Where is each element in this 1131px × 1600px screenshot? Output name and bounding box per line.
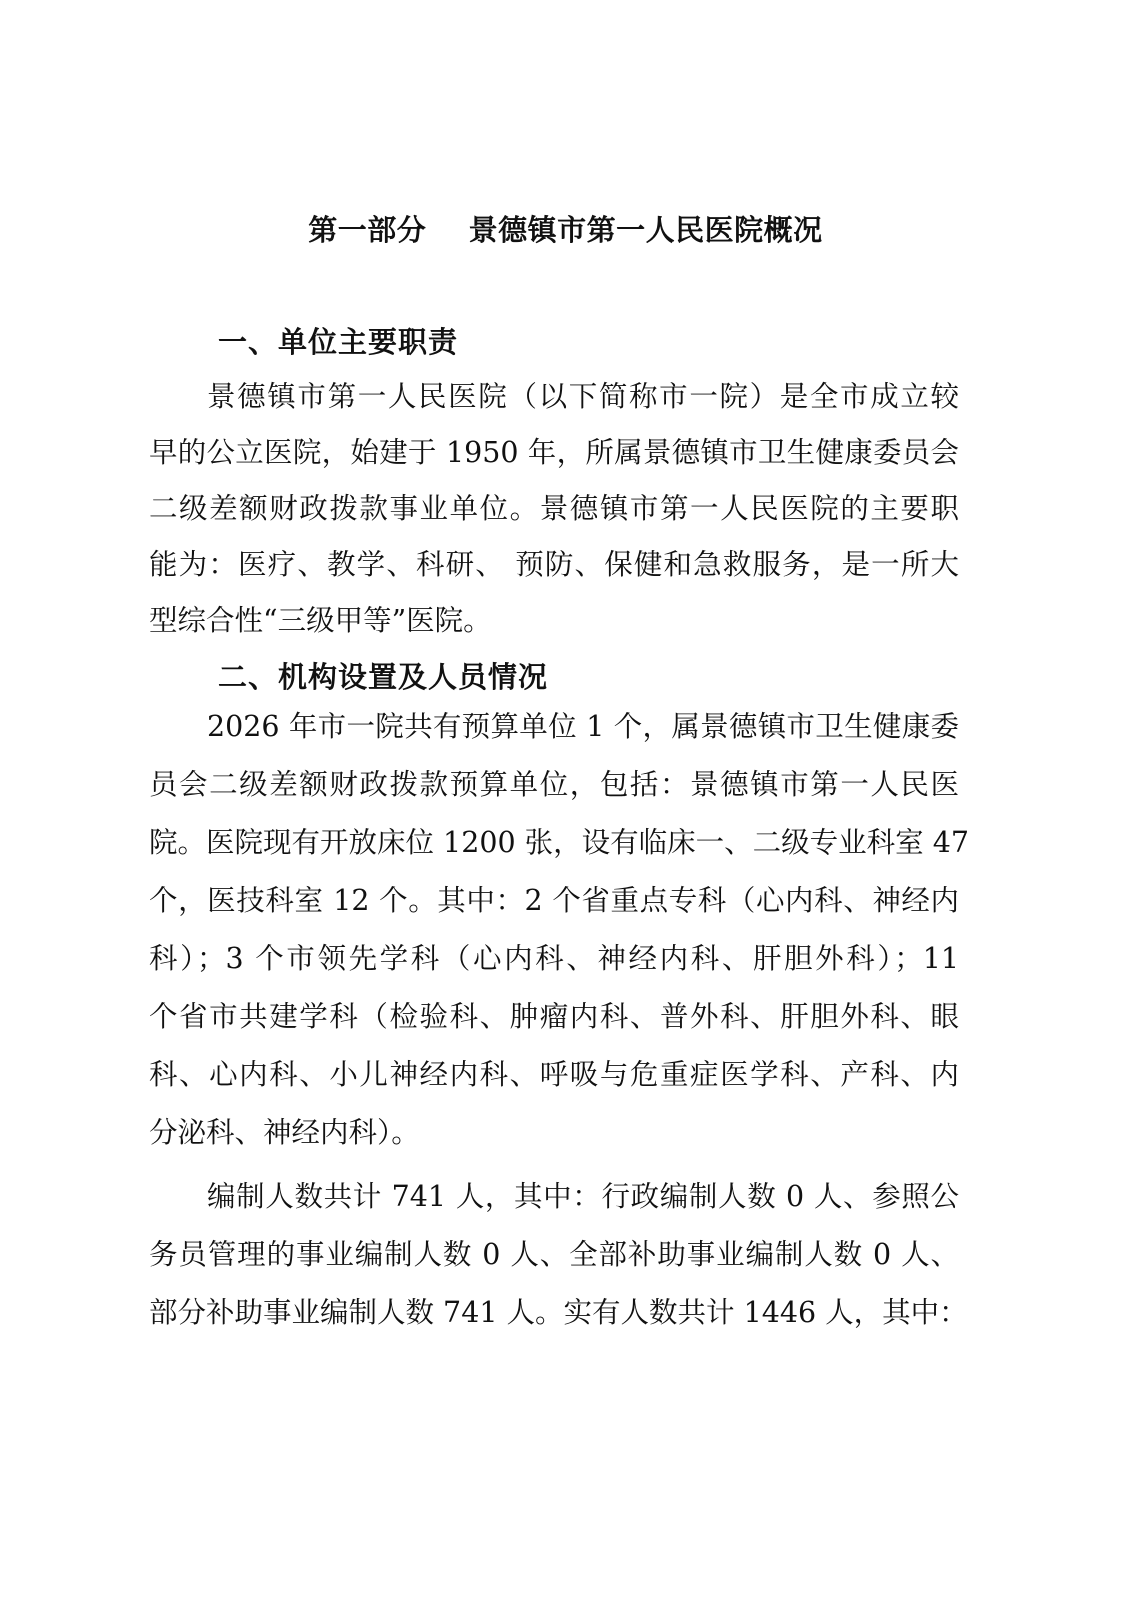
section-heading-organization: 二、机构设置及人员情况: [218, 660, 549, 694]
paragraph-line: 科）；3 个市领先学科（心内科、神经内科、肝胆外科）；11: [149, 942, 959, 975]
paragraph-line: 景德镇市第一人民医院（以下简称市一院）是全市成立较: [207, 380, 959, 413]
paragraph-line: 部分补助事业编制人数 741 人。实有人数共计 1446 人，其中：: [149, 1296, 968, 1329]
paragraph-line: 员会二级差额财政拨款预算单位，包括：景德镇市第一人民医: [149, 768, 959, 801]
paragraph-line: 能为：医疗、教学、科研、 预防、保健和急救服务，是一所大: [149, 548, 959, 581]
section-heading-duties: 一、单位主要职责: [218, 325, 459, 359]
paragraph-line: 科、心内科、小儿神经内科、呼吸与危重症医学科、产科、内: [149, 1058, 959, 1091]
paragraph-line: 个省市共建学科（检验科、肿瘤内科、普外科、肝胆外科、眼: [149, 1000, 959, 1033]
paragraph-line: 二级差额财政拨款事业单位。景德镇市第一人民医院的主要职: [149, 492, 959, 525]
paragraph-line: 编制人数共计 741 人，其中：行政编制人数 0 人、参照公: [207, 1180, 959, 1213]
paragraph-line: 院。医院现有开放床位 1200 张，设有临床一、二级专业科室 47: [149, 826, 969, 859]
paragraph-line: 2026 年市一院共有预算单位 1 个，属景德镇市卫生健康委: [207, 710, 959, 743]
paragraph-line: 务员管理的事业编制人数 0 人、全部补助事业编制人数 0 人、: [149, 1238, 959, 1271]
paragraph-line: 早的公立医院，始建于 1950 年，所属景德镇市卫生健康委员会: [149, 436, 959, 469]
page-title: 第一部分 景德镇市第一人民医院概况: [308, 213, 823, 247]
paragraph-line: 型综合性“三级甲等”医院。: [149, 604, 492, 637]
paragraph-line: 个，医技科室 12 个。其中：2 个省重点专科（心内科、神经内: [149, 884, 959, 917]
paragraph-line: 分泌科、神经内科）。: [149, 1116, 420, 1149]
